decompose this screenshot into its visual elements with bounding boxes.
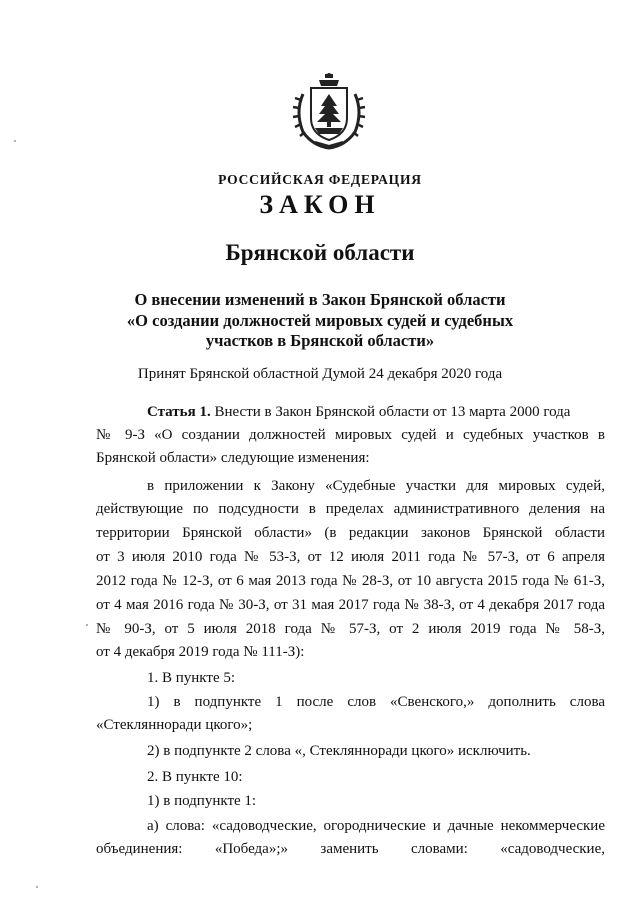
body-line: № 9-З «О создании должностей мировых судей и судебных участков в — [96, 427, 605, 443]
body-line: действующие по подсудности в пределах административного деления на — [96, 501, 605, 517]
body-line: 2) в подпункте 2 слова «, Стеклянноради цкого» исключить. — [147, 743, 531, 759]
body-line: территории Брянской области» (в редакции законов Брянской области — [96, 525, 605, 541]
body-line: Брянской области» следующие изменения: — [96, 450, 370, 466]
body-line: 2012 года № 12-З, от 6 мая 2013 года № 28-З, от 10 августа 2015 года № 61-З, — [96, 573, 605, 589]
body-line: в приложении к Закону «Судебные участки для мировых судей, — [147, 478, 605, 494]
scan-speck — [86, 624, 88, 626]
bryansk-coat-of-arms-icon — [289, 72, 369, 152]
article-first-line — [147, 403, 605, 421]
body-line: а) слова: «садоводческие, огороднические и дачные некоммерческие — [147, 818, 605, 834]
scan-speck — [36, 886, 38, 888]
body-line: объединения: «Победа»;» заменить словами: «садоводческие, — [96, 841, 605, 857]
law-title-line: «О создании должностей мировых судей и судебных — [126, 310, 514, 330]
body-line: от 3 июля 2010 года № 53-З, от 12 июля 2011 года № 57-З, от 6 апреля — [96, 549, 605, 565]
body-line: 1) в подпункте 1 после слов «Свенского,» дополнить слова — [147, 694, 605, 710]
point-heading: 2. В пункте 10: — [147, 769, 243, 785]
law-title-line: О внесении изменений в Закон Брянской области — [134, 290, 506, 309]
region-name: Брянской области — [225, 240, 415, 265]
point-heading: 1. В пункте 5: — [147, 670, 236, 686]
adoption-note: Принят Брянской областной Думой 24 декабря 2020 года — [137, 366, 503, 382]
law-title-line: участков в Брянской области» — [205, 331, 435, 350]
body-line: № 90-З, от 5 июля 2018 года № 57-З, от 2 июля 2019 года № 58-З, — [96, 621, 605, 637]
article-text: Внести в Закон Брянской области от 13 марта 2000 года — [210, 404, 571, 420]
body-line: «Стеклянноради цкого»; — [96, 717, 253, 733]
country-name: РОССИЙСКАЯ ФЕДЕРАЦИЯ — [218, 172, 422, 187]
body-line: от 4 декабря 2019 года № 111-З): — [96, 644, 305, 660]
law-title — [0, 290, 640, 352]
body-line: 1) в подпункте 1: — [147, 793, 257, 809]
article-label: Статья 1. — [147, 404, 211, 420]
document-type: ЗАКОН — [259, 190, 381, 219]
scan-speck — [14, 140, 16, 142]
body-line: от 4 мая 2016 года № 30-З, от 31 мая 2017 года № 38-З, от 4 декабря 2017 года — [96, 597, 605, 613]
